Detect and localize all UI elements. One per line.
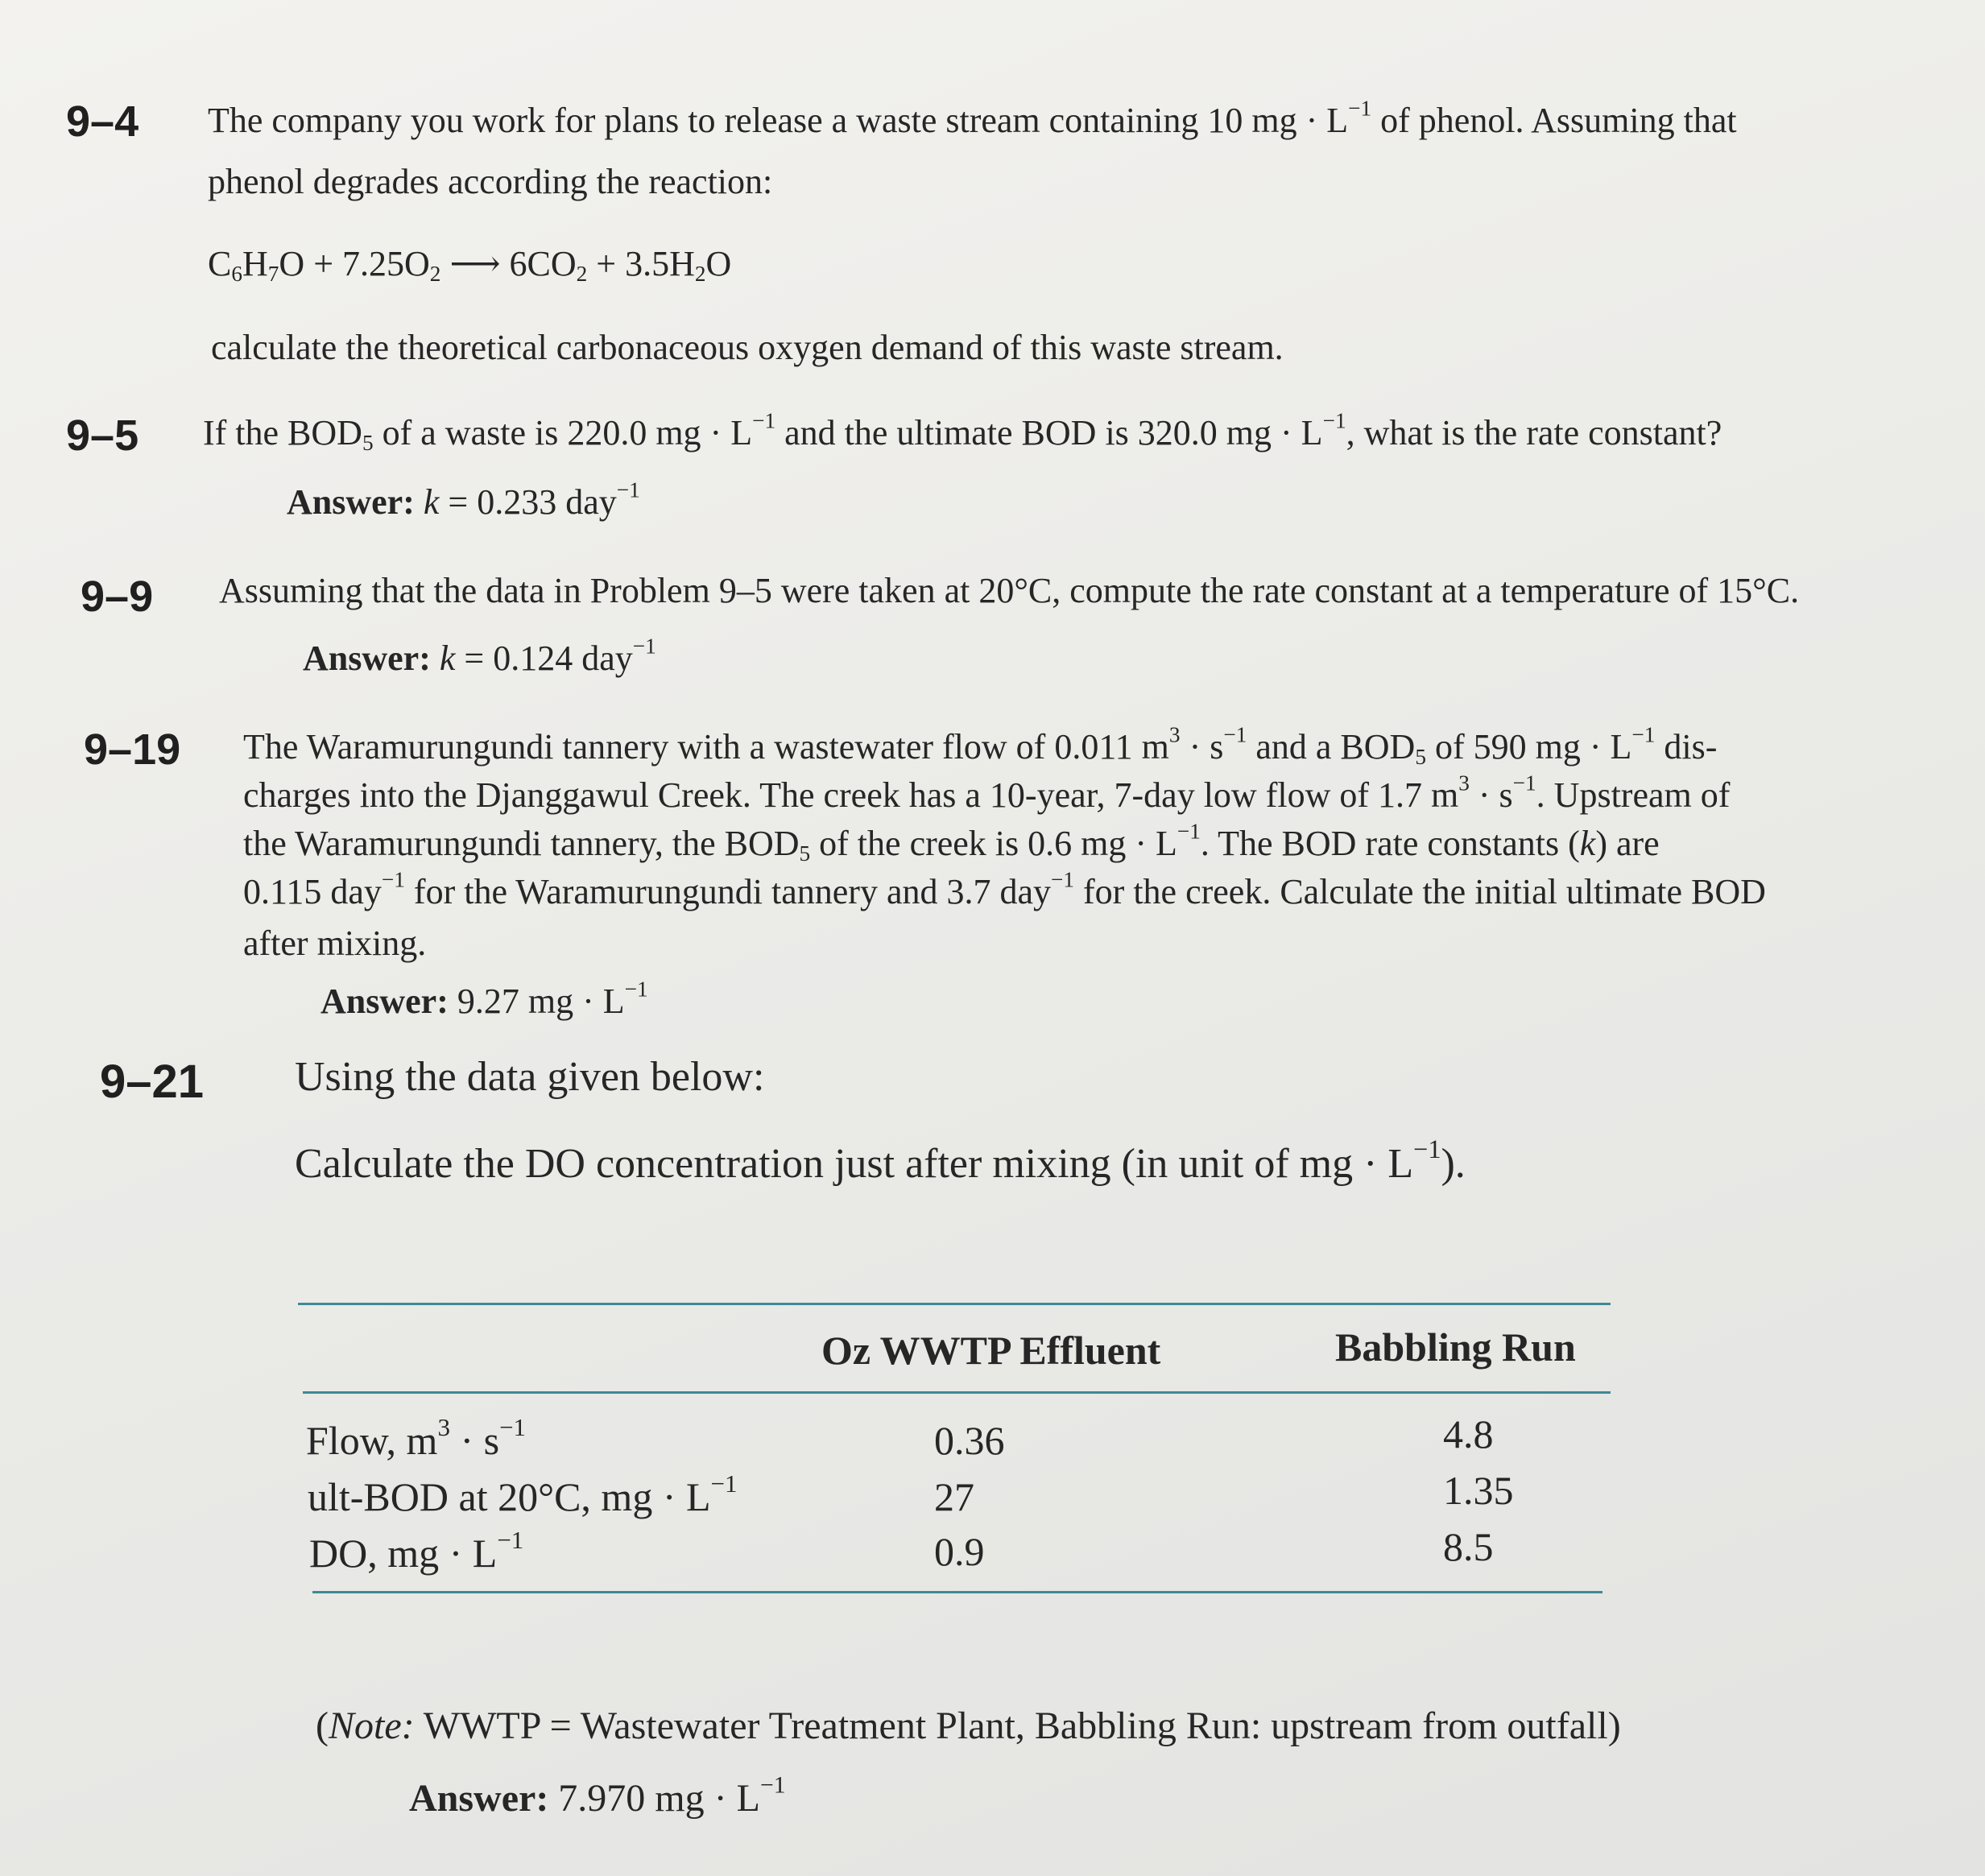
superscript: 3 (1168, 722, 1181, 747)
table-cell-flow-babbling: 4.8 (1443, 1411, 1494, 1457)
text: WWTP = Wastewater Treatment Plant, Babbling Run: upstream from outfall) (414, 1705, 1621, 1747)
text: . The BOD rate constants ( (1200, 824, 1580, 863)
text: for the creek. Calculate the initial ultimate BOD (1074, 872, 1766, 911)
table-bottom-rule (312, 1591, 1602, 1593)
problem-9-5-answer (287, 477, 640, 522)
text: O (705, 244, 732, 283)
variable-k: k (423, 482, 440, 522)
table-header-babbling-run: Babbling Run (1335, 1324, 1576, 1370)
text: DO, mg · L (309, 1531, 498, 1576)
problem-9-9-text: Assuming that the data in Problem 9–5 were taken at 20°C, compute the rate constant at a temperature of 15°C. (219, 571, 1800, 610)
text: 6CO (509, 244, 577, 283)
text: ult-BOD at 20°C, mg · L (308, 1474, 711, 1519)
table-cell-ultbod-babbling: 1.35 (1443, 1468, 1514, 1513)
table-cell-ultbod-oz: 27 (934, 1474, 974, 1519)
problem-9-9-answer (303, 634, 656, 678)
subscript: 5 (799, 841, 811, 866)
answer-value: 7.970 mg · L (548, 1777, 760, 1820)
subscript: 2 (694, 261, 706, 286)
text: 0.115 day (243, 872, 382, 911)
table-note (316, 1707, 1621, 1746)
problem-9-4-line-2: phenol degrades according the reaction: (208, 162, 773, 201)
superscript: −1 (1223, 722, 1247, 747)
answer-label: Answer: (303, 638, 431, 678)
note-label: Note: (328, 1705, 415, 1747)
superscript: −1 (752, 408, 776, 433)
answer-label: Answer: (320, 981, 449, 1021)
superscript: −1 (497, 1525, 524, 1554)
problem-9-21-line-1: Using the data given below: (295, 1054, 765, 1100)
subscript: 5 (1415, 744, 1426, 769)
superscript: −1 (632, 634, 656, 659)
text: of a waste is 220.0 mg · L (373, 413, 753, 452)
text: Calculate the DO concentration just after mixing (in unit of mg · L (295, 1141, 1414, 1187)
text: ) are (1595, 824, 1660, 863)
superscript: −1 (1631, 722, 1656, 747)
problem-9-19-line-2 (243, 771, 1731, 815)
superscript: 3 (437, 1412, 450, 1441)
text: of 590 mg · L (1425, 727, 1632, 767)
problem-number-9-9: 9–9 (81, 572, 154, 621)
text: of the creek is 0.6 mg · L (810, 824, 1177, 863)
problem-number-9-21: 9–21 (100, 1056, 205, 1108)
arrow-symbol: ⟶ (440, 244, 510, 283)
text: C (208, 244, 232, 283)
table-cell-do-oz: 0.9 (934, 1529, 985, 1574)
text: · s (1180, 727, 1224, 767)
table-header-rule (303, 1391, 1611, 1394)
text: If the BOD (203, 413, 362, 452)
table-row-do-label (309, 1525, 524, 1576)
text: and the ultimate BOD is 320.0 mg · L (775, 413, 1323, 452)
problem-9-4-line-3: calculate the theoretical carbonaceous oxygen demand of this waste stream. (211, 328, 1284, 367)
superscript: −1 (381, 867, 405, 892)
text: Flow, m (306, 1418, 438, 1463)
superscript: −1 (759, 1771, 786, 1799)
answer-value: = 0.233 day (439, 482, 617, 522)
superscript: −1 (1512, 771, 1536, 795)
text: the Waramurungundi tannery, the BOD (243, 824, 800, 863)
problem-number-9-4: 9–4 (66, 97, 139, 146)
problem-9-19-line-5: after mixing. (243, 924, 427, 963)
table-row-ultbod-label (308, 1469, 738, 1519)
superscript: −1 (499, 1412, 527, 1441)
text: . Upstream of (1536, 775, 1731, 815)
text: , what is the rate constant? (1346, 413, 1722, 452)
problem-9-19-line-4 (243, 867, 1766, 911)
table-cell-do-babbling: 8.5 (1443, 1524, 1494, 1569)
superscript: −1 (1413, 1134, 1441, 1163)
problem-number-9-5: 9–5 (66, 411, 139, 460)
text: · s (449, 1418, 500, 1463)
text: for the Waramurungundi tannery and 3.7 day (404, 872, 1051, 911)
reaction-equation (208, 244, 732, 286)
table-header-oz-wwtp-effluent: Oz WWTP Effluent (821, 1328, 1161, 1373)
subscript: 6 (231, 261, 242, 286)
subscript: 5 (362, 430, 374, 455)
superscript: −1 (616, 477, 640, 502)
subscript: 2 (576, 261, 588, 286)
text: H (242, 244, 268, 283)
text: ). (1441, 1141, 1466, 1187)
answer-label: Answer: (409, 1777, 549, 1820)
subscript: 7 (267, 261, 279, 286)
problem-9-19-answer (320, 977, 648, 1021)
variable-k: k (1579, 824, 1596, 863)
problem-9-19-line-3 (243, 819, 1660, 866)
text: The Waramurungundi tannery with a wastewater flow of 0.011 m (243, 727, 1169, 767)
text: of phenol. Assuming that (1371, 101, 1737, 140)
table-cell-flow-oz: 0.36 (934, 1418, 1005, 1463)
problem-number-9-19: 9–19 (84, 725, 181, 774)
answer-value: 9.27 mg · L (448, 981, 625, 1021)
problem-9-21-answer (409, 1771, 786, 1820)
variable-k: k (439, 638, 456, 678)
table-top-rule (298, 1303, 1611, 1305)
text: dis- (1655, 727, 1718, 767)
subscript: 2 (429, 261, 441, 286)
text: The company you work for plans to release a waste stream containing 10 mg · L (208, 101, 1349, 140)
answer-value: = 0.124 day (455, 638, 633, 678)
superscript: −1 (1177, 819, 1201, 844)
text: O + 7.25O (279, 244, 430, 283)
problem-9-19-line-1 (243, 722, 1718, 769)
answer-label: Answer: (287, 482, 415, 522)
table-row-flow-label (306, 1412, 527, 1463)
text: · s (1469, 775, 1513, 815)
text: + 3.5H (587, 244, 695, 283)
text: ( (316, 1705, 329, 1747)
problem-9-4-line-1 (208, 96, 1737, 140)
superscript: −1 (710, 1469, 738, 1498)
problem-9-21-line-2 (295, 1134, 1466, 1187)
problem-9-5-text (203, 408, 1722, 455)
text: and a BOD (1247, 727, 1416, 767)
superscript: −1 (624, 977, 648, 1002)
superscript: 3 (1458, 771, 1470, 795)
superscript: −1 (1051, 867, 1075, 892)
superscript: −1 (1322, 408, 1346, 433)
superscript: −1 (1348, 96, 1372, 121)
text: charges into the Djanggawul Creek. The creek has a 10-year, 7-day low flow of 1.7 m (243, 775, 1459, 815)
